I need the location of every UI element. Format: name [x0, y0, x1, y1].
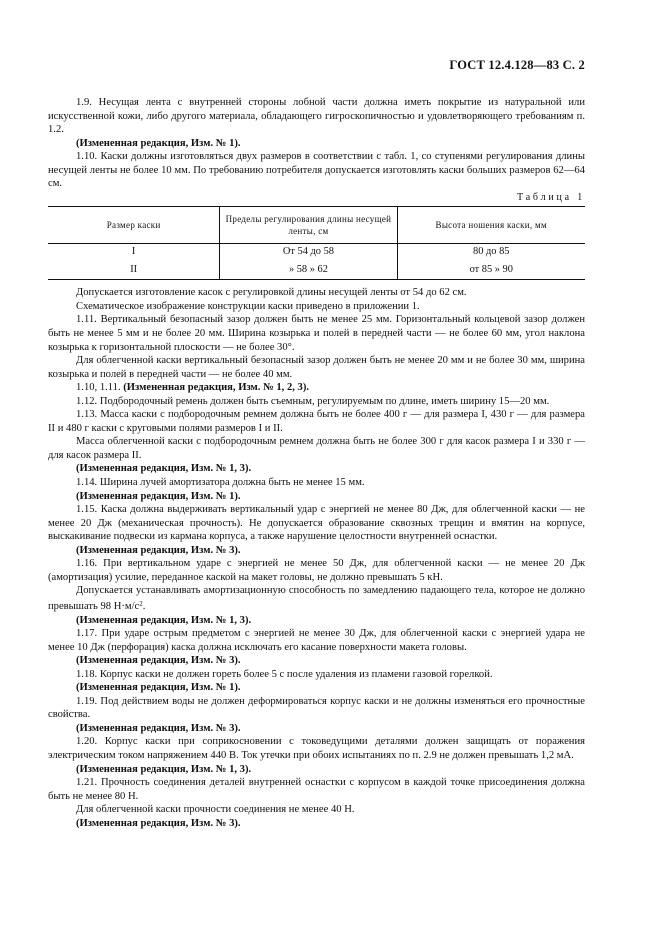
paragraph: Схематическое изображение конструкции каски приведено в приложении 1.: [76, 300, 420, 312]
paragraph: Масса облегченной каски с подбородочным ремнем должна быть не более 300 г для касок размера I и 330 г — для касок размера II.: [48, 436, 585, 461]
table-label: Таблица 1: [517, 191, 585, 203]
paragraph: 1.18. Корпус каски не должен гореть более 5 с после удаления из пламени газовой горелкой.: [76, 668, 493, 680]
superscript: 2: [139, 599, 143, 608]
paragraph: Для облегченной каски вертикальный безопасный зазор должен быть не менее 20 мм и не более 30 мм, ширина козырька и полей в передней части — не более 40 мм.: [48, 355, 585, 380]
paragraph: 1.12. Подбородочный ремень должен быть съемным, регулируемым по длине, иметь ширину 15—20 мм.: [76, 395, 550, 407]
amendment-note: (Измененная редакция, Изм. № 1, 3).: [76, 763, 252, 775]
paragraph: 1.9. Несущая лента с внутренней стороны лобной части должна иметь покрытие из натуральной или искусственной кожи, либо другого материала, обладающего гигроскопичностью и удовлетворяющего требованиям п. 1.2.: [48, 97, 585, 136]
paragraph: 1.14. Ширина лучей амортизатора должна быть не менее 15 мм.: [76, 477, 365, 489]
document-body: [48, 96, 585, 830]
page-header: ГОСТ 12.4.128—83 С. 2: [449, 58, 585, 72]
amendment-note: (Измененная редакция, Изм. № 1).: [76, 682, 241, 694]
table-row: [48, 262, 585, 280]
table-header-row: [48, 207, 585, 244]
section-block-3: [48, 395, 585, 614]
paragraph: 1.11. Вертикальный безопасный зазор должен быть не менее 25 мм. Горизонтальный кольцевой зазор должен быть не менее 5 мм и не более 20 мм. Ширина козырька и полей в передней части — не более 60 мм, угол наклона козырька к горизонтальной плоскости — не более 30°.: [48, 314, 585, 353]
paragraph-text: Допускается устанавливать амортизационную способность по замедлению падающего тела, которое не должно превышать 98 Н·м/с: [48, 585, 585, 612]
paragraph: [48, 381, 585, 395]
table-cell: от 85 » 90: [397, 262, 585, 280]
section-block-2: [48, 286, 585, 394]
amendment-note: (Измененная редакция, Изм. № 3).: [76, 722, 241, 734]
paragraph-end: .: [142, 600, 146, 612]
paragraph-prefix: 1.10, 1.11.: [76, 382, 124, 394]
amendment-note: (Измененная редакция, Изм. № 1, 2, 3).: [123, 382, 310, 394]
amendment-note: (Измененная редакция, Изм. № 3).: [76, 817, 241, 829]
paragraph: Допускается изготовление касок с регулировкой длины несущей ленты от 54 до 62 см.: [76, 287, 467, 299]
paragraph: 1.17. При ударе острым предметом с энергией не менее 30 Дж, для облегченной каски с энергией удара не менее 10 Дж (перфорация) каска должна исключать его касание поверхности макета головы.: [48, 628, 585, 653]
paragraph: 1.21. Прочность соединения деталей внутренней оснастки с корпусом в каждой точке присоединения должна быть не менее 80 Н.: [48, 777, 585, 802]
paragraph: 1.10. Каски должны изготовляться двух размеров в соответствии с табл. 1, со ступенями регулирования длины несущей ленты не более 10 мм. По требованию потребителя допускается изготовлять каски больших размеров 62—64 см.: [48, 151, 585, 190]
paragraph: [48, 584, 585, 613]
paragraph: Для облегченной каски прочности соединения не менее 40 Н.: [76, 804, 355, 816]
paragraph: 1.19. Под действием воды не должен деформироваться корпус каски и не должны изменяться его прочностные свойства.: [48, 695, 585, 721]
table-header-cell: Высота ношения каски, мм: [397, 207, 585, 244]
paragraph: 1.20. Корпус каски при соприкосновении с токоведущими деталями должен защищать от поражения электрическим током напряжением 440 В. Ток утечки при обоих испытаниях по п. 2.9 не должен превышать 1,2 мА.: [48, 736, 585, 761]
section-block-1: [48, 96, 585, 191]
table-header-cell: Пределы регулирования длины несущей ленты, см: [220, 207, 397, 244]
amendment-note: (Измененная редакция, Изм. № 1, 3).: [76, 463, 252, 475]
amendment-note: (Измененная редакция, Изм. № 3).: [76, 655, 241, 667]
paragraph: 1.16. При вертикальном ударе с энергией не менее 50 Дж, для облегченной каски — не менее 20 Дж (амортизация) усилие, переданное каской на макет головы, не должно превышать 5 кН.: [48, 558, 585, 583]
table-cell: От 54 до 58: [220, 244, 397, 262]
amendment-note: (Измененная редакция, Изм. № 1).: [76, 490, 241, 502]
amendment-note: (Измененная редакция, Изм. № 1).: [76, 137, 241, 149]
table-cell: I: [131, 246, 136, 258]
table-header-cell: Размер каски: [48, 207, 220, 244]
paragraph: 1.13. Масса каски с подбородочным ремнем должна быть не более 400 г — для размера I, 430 г — для размера II и 480 г каски с круговыми полями размеров I и II.: [48, 409, 585, 434]
table-cell: II: [130, 263, 138, 275]
paragraph: 1.15. Каска должна выдерживать вертикальный удар с энергией не менее 80 Дж, для облегченной каски — не менее 20 Дж (механическая прочность). Не допускается образование сквозных трещин и вмятин на корпусе, выскакивание подвески из кармана корпуса, а также нарушение целостности внутренней оснастки.: [48, 504, 585, 543]
table-cell: » 58 » 62: [220, 262, 397, 280]
amendment-note: (Измененная редакция, Изм. № 1, 3).: [76, 614, 252, 626]
section-block-4: [48, 614, 585, 831]
amendment-note: (Измененная редакция, Изм. № 3).: [76, 544, 241, 556]
table-cell: 80 до 85: [397, 244, 585, 262]
table-row: [48, 244, 585, 262]
size-table: [48, 206, 585, 280]
